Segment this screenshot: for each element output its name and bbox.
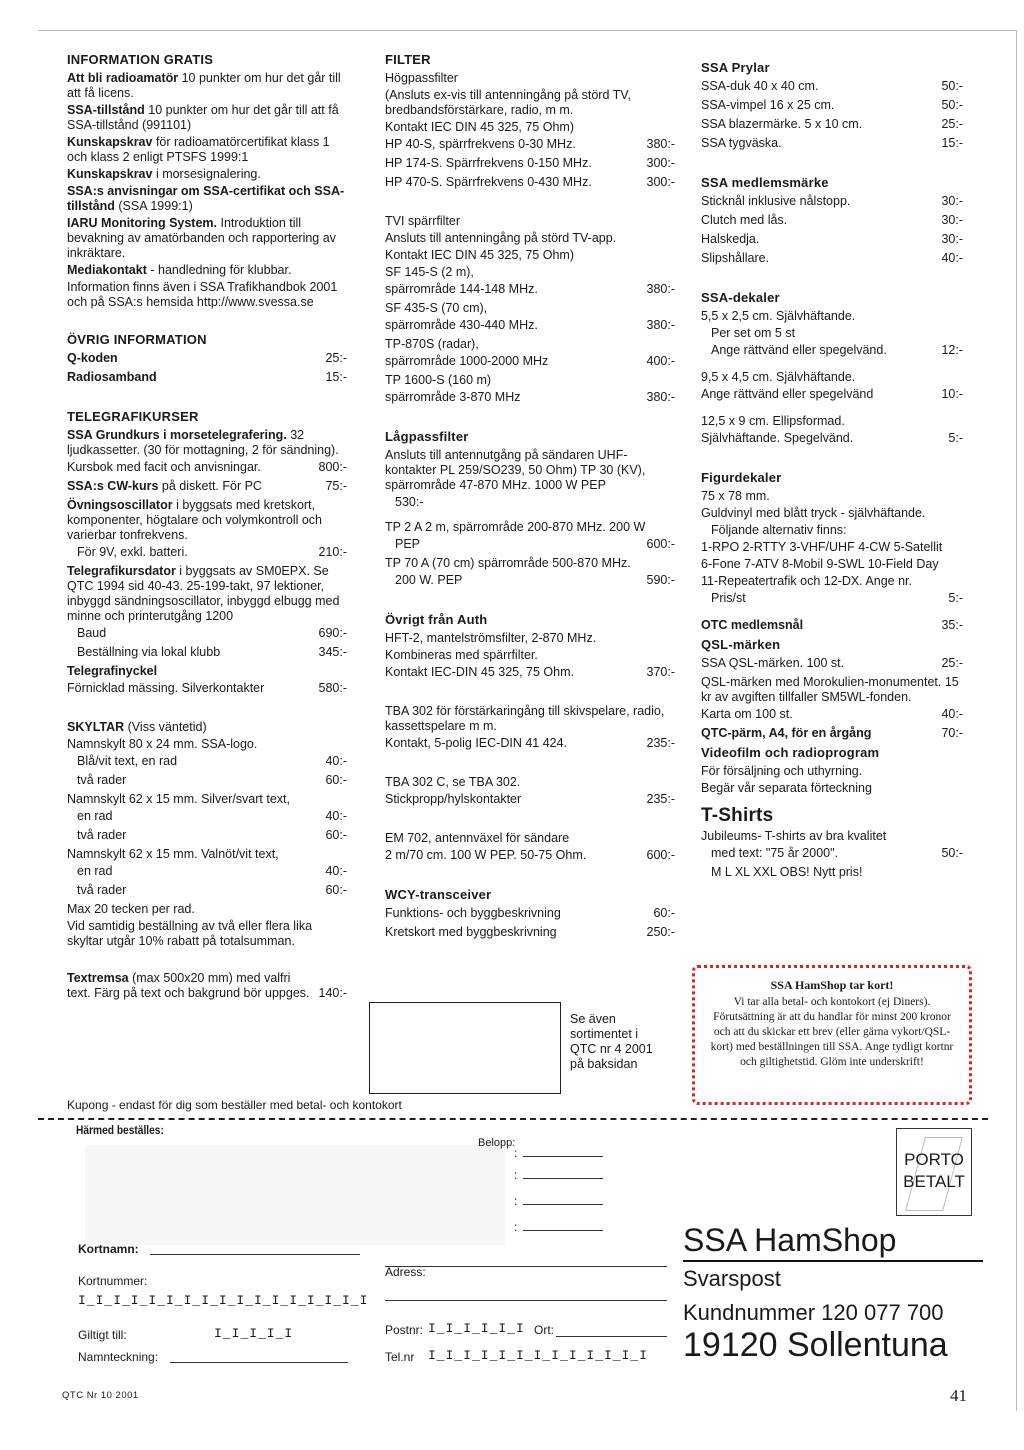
porto-betalt-stamp [896, 1128, 972, 1216]
price-row: Kretskort med byggbeskrivning 250:- [385, 925, 675, 939]
card-notice-box [692, 965, 972, 1105]
info-item: Information finns även i SSA Trafikhandbok 2001 och på SSA:s hemsida http://www.svessa.se [67, 280, 338, 309]
column-filter [385, 52, 675, 944]
price-row: Sticknål inklusive nålstopp. 30:- [701, 194, 963, 208]
price-row: SSA-vimpel 16 x 25 cm. 50:- [701, 98, 963, 112]
telnr-field[interactable]: I_I_I_I_I_I_I_I_I_I_I_I_I [428, 1348, 649, 1363]
info-title: INFORMATION GRATIS [67, 52, 214, 67]
belopp-field[interactable]: : [514, 1194, 603, 1208]
figur-text: Följande alternativ finns: [711, 523, 847, 537]
price-row: Radiosamband 15:- [67, 370, 347, 384]
price-row: en rad 40:- [77, 809, 347, 823]
lagpass-desc: Ansluts till antennutgång på sändaren UHF-kontakter PL 259/SO239, 50 Ohm) TP 30 (KV), spärrområde 47-870 MHz. 1000 W PEP [385, 448, 646, 492]
kontakt-text: Kontakt IEC DIN 45 325, 75 Ohm) [385, 120, 574, 134]
qsl-title: QSL-märken [701, 637, 781, 652]
price-row: Funktions- och byggbeskrivning 60:- [385, 906, 675, 920]
komb: Kombineras med spärrfilter. [385, 648, 538, 662]
info-item: Kunskapskrav för radioamatörcertifikat klass 1 och klass 2 enligt PTSFS 1999:1 [67, 135, 330, 164]
price-row: 2 m/70 cm. 100 W PEP. 50-75 Ohm. 600:- [385, 848, 675, 862]
namnteckning-label: Namnteckning: [78, 1350, 159, 1364]
dekal1b: Per set om 5 st [711, 326, 796, 340]
tp870: TP-870S (radar), [385, 337, 479, 351]
price-row: Kontakt, 5-polig IEC-DIN 41 424. 235:- [385, 736, 675, 750]
price-row: PEP 600:- [395, 537, 675, 551]
kortnummer-field[interactable]: I_I_I_I_I_I_I_I_I_I_I_I_I_I_I_I_I [78, 1293, 369, 1308]
auth-title: Övrigt från Auth [385, 612, 488, 627]
tba302: TBA 302 för förstärkaringång till skivspelare, radio, kassettspelare m m. [385, 704, 665, 733]
postnr-label: Postnr: [385, 1323, 424, 1337]
order-lines-area[interactable] [85, 1145, 505, 1245]
price-row: SSA blazermärke. 5 x 10 cm. 25:- [701, 117, 963, 131]
price-row: 200 W. PEP 590:- [395, 573, 675, 587]
price-row: HP 40-S, spärrfrekvens 0-30 MHz. 380:- [385, 137, 675, 151]
belopp-field[interactable]: : [514, 1146, 603, 1160]
price-row: Kursbok med facit och anvisningar. 800:- [67, 460, 347, 474]
adress-label: Adress: [385, 1265, 426, 1279]
textremsa-row: Textremsa (max 500x20 mm) med valfri text. Färg på text och bakgrund bör uppges. 140:- [67, 971, 347, 1000]
hogpass-desc: (Ansluts ex-vis till antenningång på störd TV, bredbandsförstärkare, radio, m m. [385, 88, 631, 117]
tp70: TP 70 A (70 cm) spärrområde 500-870 MHz. [385, 556, 631, 570]
kortnamn-field[interactable] [150, 1254, 360, 1255]
qtc-note: Se även sortimentet i QTC nr 4 2001 på baksidan [570, 1012, 653, 1071]
filter-title: FILTER [385, 52, 431, 67]
tp1600: TP 1600-S (160 m) [385, 373, 492, 387]
telegrafi-title: TELEGRAFIKURSER [67, 409, 199, 424]
price-row: HP 174-S. Spärrfrekvens 0-150 MHz. 300:- [385, 156, 675, 170]
info-item: SSA-tillstånd 10 punkter om hur det går till att få SSA-tillstånd (991101) [67, 103, 339, 132]
notice-body: Vi tar alla betal- och kontokort (ej Diners). Förutsättning är att du handlar för minst 200 kronor och att du skickar ett brev (eller gärna vykort/QSL-kort) med beställningen till SSA. Ange tydligt kortnr och giltighetstid. Glöm inte underskrift! [710, 996, 954, 1068]
price-row: två rader 60:- [77, 828, 347, 842]
price-row: spärrområde 430-440 MHz. 380:- [385, 318, 675, 332]
tp2: TP 2 A 2 m, spärrområde 200-870 MHz. 200 W [385, 520, 646, 534]
grundkurs-text: SSA Grundkurs i morsetelegrafering. 32 ljudkassetter. (30 för mottagning, 2 för sändning). [67, 428, 339, 457]
video-text: Begär vår separata förteckning [701, 781, 872, 795]
kortnummer-label: Kortnummer: [78, 1274, 148, 1288]
notice-title: SSA HamShop tar kort! [770, 978, 894, 992]
info-item: SSA:s anvisningar om SSA-certifikat och SSA-tillstånd (SSA 1999:1) [67, 184, 345, 213]
price-row: SSA tygväska. 15:- [701, 136, 963, 150]
page-number: 41 [950, 1386, 967, 1405]
kortnamn-label: Kortnamn: [78, 1242, 139, 1256]
price-row: Förnicklad mässing. Silverkontakter 580:- [67, 681, 347, 695]
figur-text: Guldvinyl med blått tryck - självhäftande. [701, 506, 926, 520]
price-row: SSA QSL-märken. 100 st. 25:- [701, 656, 963, 670]
belopp-field[interactable]: : [514, 1220, 603, 1234]
qsl-text: QSL-märken med Morokulien-monumentet. 15 kr av avgiften tillfaller SM5WL-fonden. [701, 675, 959, 704]
price-row: spärrområde 1000-2000 MHz 400:- [385, 354, 675, 368]
figur-text: 1-RPO 2-RTTY 3-VHF/UHF 4-CW 5-Satellit [701, 540, 943, 554]
figur-text: 6-Fone 7-ATV 8-Mobil 9-SWL 10-Field Day [701, 557, 939, 571]
lagpass-title: Lågpassfilter [385, 429, 469, 444]
address-line: Svarspost [683, 1266, 781, 1291]
info-item: Mediakontakt - handledning för klubbar. [67, 263, 292, 277]
ovningsoscillator-text: Övningsoscillator i byggsats med kretskort, komponenter, högtalare och volymkontroll och varierbar tonfrekvens. [67, 498, 323, 542]
sf435: SF 435-S (70 cm), [385, 301, 488, 315]
price-row: För 9V, exkl. batteri. 210:- [77, 545, 347, 559]
price-row: Kontakt IEC-DIN 45 325, 75 Ohm. 370:- [385, 665, 675, 679]
dekal3: 12,5 x 9 cm. Ellipsformad. [701, 414, 845, 428]
address-underline [683, 1260, 983, 1262]
tvi-title: TVI spärrfilter [385, 214, 461, 228]
figur-text: 11-Repeatertrafik och 12-DX. Ange nr. [701, 574, 912, 588]
price-row: Q-koden 25:- [67, 351, 347, 365]
figur-text: 75 x 78 mm. [701, 489, 770, 503]
price-row: en rad 40:- [77, 864, 347, 878]
dekal1: 5,5 x 2,5 cm. Självhäftande. [701, 309, 856, 323]
tshirt-title: T-Shirts [701, 805, 774, 826]
price-row: SSA-duk 40 x 40 cm. 50:- [701, 79, 963, 93]
price-row: Baud 690:- [77, 626, 347, 640]
price-row: med text: "75 år 2000". 50:- [711, 846, 963, 860]
skylt-head: Namnskylt 62 x 15 mm. Valnöt/vit text, [67, 847, 279, 861]
price-row: två rader 60:- [77, 883, 347, 897]
price-row: Clutch med lås. 30:- [701, 213, 963, 227]
sf145: SF 145-S (2 m), [385, 265, 474, 279]
price-row: HP 470-S. Spärrfrekvens 0-430 MHz. 300:- [385, 175, 675, 189]
adress-field[interactable] [385, 1300, 667, 1301]
telegrafikursdator-text: Telegrafikursdator i byggsats av SM0EPX. Se QTC 1994 sid 40-43. 25-199-takt, 97 lektioner, inbyggd sändningsoscillator, inbyggd elbugg med minne och printerutgång 1200 [67, 564, 340, 623]
lagpass-price: 530:- [395, 495, 424, 509]
rabatt-text: Vid samtidig beställning av två eller flera lika skyltar utgår 10% rabatt på totalsumman. [67, 919, 313, 948]
order-header: Härmed beställes: [76, 1123, 164, 1137]
video-title: Videofilm och radioprogram [701, 745, 880, 760]
otc-row: OTC medlemsnål 35:- [701, 618, 963, 632]
tvi-desc: Ansluts till antenningång på störd TV-app. [385, 231, 617, 245]
column-prylar [701, 60, 963, 882]
cut-line [38, 1118, 988, 1120]
kontakt-text: Kontakt IEC DIN 45 325, 75 Ohm) [385, 248, 574, 262]
parm-row: QTC-pärm, A4, för en årgång 70:- [701, 726, 963, 740]
hogpass-title: Högpassfilter [385, 71, 458, 85]
info-item: Att bli radioamatör 10 punkter om hur det går till att få licens. [67, 71, 341, 100]
skylt-head: Namnskylt 80 x 24 mm. SSA-logo. [67, 737, 258, 751]
address-line: Kundnummer 120 077 700 [683, 1300, 944, 1325]
tshirt-sizes: M L XL XXL OBS! Nytt pris! [711, 865, 863, 879]
medlemsmarke-title: SSA medlemsmärke [701, 175, 829, 190]
em702: EM 702, antennväxel för sändare [385, 831, 570, 845]
hft: HFT-2, mantelströmsfilter, 2-870 MHz. [385, 631, 597, 645]
telegrafinyckel-title: Telegrafinyckel [67, 664, 158, 678]
belopp-label: Belopp: [478, 1137, 516, 1149]
giltigt-field[interactable]: I_I_I_I_I [214, 1326, 294, 1341]
price-row: Beställning via lokal klubb 345:- [77, 645, 347, 659]
prylar-title: SSA Prylar [701, 60, 770, 75]
info-item: IARU Monitoring System. Introduktion till bevakning av amatörbanden och rapportering av inkräktare. [67, 216, 336, 260]
skylt-list [67, 737, 347, 898]
max-tecken: Max 20 tecken per rad. [67, 902, 195, 916]
namnteckning-field[interactable] [170, 1362, 348, 1363]
address-postal: 19120 Sollentuna [683, 1326, 948, 1364]
price-row: Karta om 100 st. 40:- [701, 707, 963, 721]
price-row: Självhäftande. Spegelvänd. 5:- [701, 431, 963, 445]
price-row: Blå/vit text, en rad 40:- [77, 754, 347, 768]
info-item: Kunskapskrav i morsesignalering. [67, 167, 261, 181]
column-info [67, 52, 347, 1005]
skylt-head: Namnskylt 62 x 15 mm. Silver/svart text, [67, 792, 290, 806]
price-row: Ange rättvänd eller spegelvänd 10:- [701, 387, 963, 401]
wcy-title: WCY-transceiver [385, 887, 492, 902]
kupong-note: Kupong - endast för dig som beställer med betal- och kontokort [67, 1098, 402, 1112]
price-row: spärrområde 3-870 MHz 380:- [385, 390, 675, 404]
footer-issue: QTC Nr 10 2001 [62, 1390, 139, 1401]
price-row: Halskedja. 30:- [701, 232, 963, 246]
qtc-image-box [369, 1002, 561, 1094]
price-row: Pris/st 5:- [711, 591, 963, 605]
belopp-field[interactable]: : [514, 1168, 603, 1182]
tshirt-text: Jubileums- T-shirts av bra kvalitet [701, 829, 887, 843]
dekal2: 9,5 x 4,5 cm. Självhäftande. [701, 370, 856, 384]
price-row: Stickpropp/hylskontakter 235:- [385, 792, 675, 806]
ort-field[interactable] [556, 1336, 667, 1337]
figurdekaler-title: Figurdekaler [701, 470, 782, 485]
price-row: SSA:s CW-kurs på diskett. För PC 75:- [67, 479, 347, 493]
telnr-label: Tel.nr [385, 1350, 415, 1364]
video-text: För försäljning och uthyrning. [701, 764, 863, 778]
betalt-text: BETALT [903, 1172, 965, 1191]
ort-label: Ort: [534, 1323, 554, 1337]
postnr-field[interactable]: I_I_I_I_I_I [428, 1321, 525, 1336]
skyltar-title: SKYLTAR (Viss väntetid) [67, 720, 207, 734]
adress-line [385, 1266, 667, 1267]
price-row: Ange rättvänd eller spegelvänd. 12:- [711, 343, 963, 357]
info-list [67, 71, 347, 310]
ovrig-title: ÖVRIG INFORMATION [67, 332, 207, 347]
price-row: två rader 60:- [77, 773, 347, 787]
giltigt-label: Giltigt till: [78, 1328, 127, 1342]
price-row: spärrområde 144-148 MHz. 380:- [385, 282, 675, 296]
dekaler-title: SSA-dekaler [701, 290, 780, 305]
price-row: Slipshållare. 40:- [701, 251, 963, 265]
address-name: SSA HamShop [683, 1222, 897, 1258]
tba302c: TBA 302 C, se TBA 302. [385, 775, 521, 789]
porto-text: PORTO [904, 1150, 964, 1169]
